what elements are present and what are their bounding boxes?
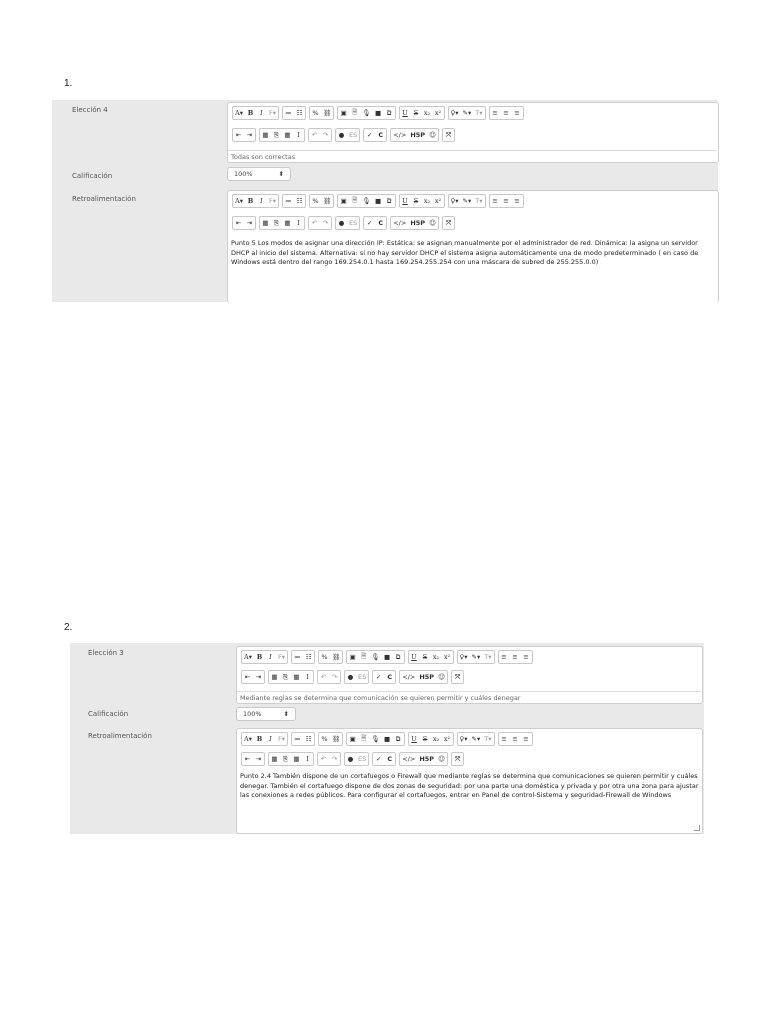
emoji-icon[interactable]: ☺ [438,755,445,763]
media-icon[interactable]: 🗎 [361,733,367,742]
underline-button[interactable]: U [411,735,417,743]
c-icon[interactable]: C [387,673,393,681]
align-center-icon[interactable]: ≡ [503,109,509,117]
microphone-icon[interactable]: 🎙 [371,735,380,743]
emoji-icon[interactable]: ☺ [429,131,436,139]
media-icon[interactable]: 🗎 [361,651,367,660]
screenreader-icon[interactable]: ES [358,755,367,763]
link-icon[interactable]: % [312,109,319,117]
html-icon[interactable]: </> [393,131,407,139]
html-icon[interactable]: </> [402,755,416,763]
microphone-icon[interactable]: 🎙 [362,197,371,205]
link-icon[interactable]: % [321,735,328,743]
subscript-button[interactable]: x₂ [432,735,440,743]
equation-icon[interactable]: ▦ [271,755,278,763]
indent-icon[interactable]: ⇥ [246,219,253,227]
image-icon[interactable]: ▣ [340,109,347,117]
unlink-icon[interactable]: ⛓ [322,109,332,117]
html-icon[interactable]: </> [402,673,416,681]
redo-icon[interactable]: ↷ [322,219,329,227]
equation-icon[interactable]: ▦ [262,131,269,139]
spellcheck-icon[interactable]: ✓ [367,219,373,227]
align-right-icon[interactable]: ≡ [523,653,529,661]
unlink-icon[interactable]: ⛓ [331,735,341,743]
files-icon[interactable]: ⧉ [386,196,392,205]
h5p-icon[interactable]: H5P [410,219,426,227]
grade-label: Calificación [88,710,129,718]
align-right-icon[interactable]: ≡ [514,197,520,205]
italic-button[interactable]: I [269,653,272,661]
microphone-icon[interactable]: 🎙 [362,109,371,117]
subscript-button[interactable]: x₂ [432,653,440,661]
image-icon[interactable]: ▣ [349,735,356,743]
redo-icon[interactable]: ↷ [331,755,338,763]
screenreader-icon[interactable]: ES [358,673,367,681]
emoji-icon[interactable]: ☺ [438,673,445,681]
chevron-down-icon: ⬍ [278,170,284,178]
table-icon[interactable]: ▦ [293,755,300,763]
h5p-icon[interactable]: H5P [410,131,426,139]
bold-button[interactable]: B [256,653,263,661]
underline-button[interactable]: U [402,197,408,205]
question-panel [70,643,704,834]
paragraph-styles-button[interactable]: F▾ [268,109,276,117]
question-number: 2. [64,622,73,633]
answer-text[interactable]: Mediante reglas se determina que comunicación se quieren permitir y cuáles denegar [237,691,701,702]
character-map-icon[interactable]: ⎘ [282,754,289,763]
grade-label: Calificación [72,172,113,180]
link-icon[interactable]: % [321,653,328,661]
indent-icon[interactable]: ⇥ [246,131,253,139]
fullscreen-icon[interactable]: ⤧ [454,672,461,681]
feedback-editor[interactable] [227,190,719,303]
screenreader-icon[interactable]: ES [349,131,358,139]
outdent-icon[interactable]: ⇤ [235,219,242,227]
outdent-icon[interactable]: ⇤ [244,755,251,763]
bullet-list-icon[interactable]: ≔ [294,735,301,743]
highlight-icon[interactable]: ♀▾ [459,653,468,661]
numbered-list-icon[interactable]: ☷ [296,109,303,117]
video-icon[interactable]: ■ [383,653,391,661]
bold-button[interactable]: B [256,735,263,743]
font-color-icon[interactable]: ✎▾ [471,653,481,661]
strikethrough-button[interactable]: S [413,197,419,205]
font-size-button[interactable]: A▾ [244,653,252,661]
chevron-down-icon: ⬍ [283,710,289,718]
indent-icon[interactable]: ⇥ [255,673,262,681]
italic-button[interactable]: I [269,735,272,743]
outdent-icon[interactable]: ⇤ [244,673,251,681]
bullet-list-icon[interactable]: ≔ [285,109,292,117]
text-style-icon[interactable]: T▾ [484,653,492,661]
character-map-icon[interactable]: ⎘ [273,218,280,227]
strikethrough-button[interactable]: S [422,735,428,743]
grade-value: 100% [243,710,262,718]
align-right-icon[interactable]: ≡ [523,735,529,743]
undo-icon[interactable]: ↶ [311,219,318,227]
feedback-editor[interactable] [236,728,703,834]
accessibility-icon[interactable]: ● [338,219,345,227]
video-icon[interactable]: ■ [383,735,391,743]
highlight-icon[interactable]: ♀▾ [450,197,459,205]
text-style-icon[interactable]: T▾ [484,735,492,743]
paragraph-styles-button[interactable]: F▾ [277,653,285,661]
font-color-icon[interactable]: ✎▾ [462,109,472,117]
paragraph-styles-button[interactable]: F▾ [277,735,285,743]
subscript-button[interactable]: x₂ [423,109,431,117]
fullscreen-icon[interactable]: ⤧ [445,130,452,139]
text-style-icon[interactable]: T▾ [475,109,483,117]
media-icon[interactable]: 🗎 [352,107,358,116]
c-icon[interactable]: C [378,131,384,139]
superscript-button[interactable]: x² [443,735,451,743]
undo-icon[interactable]: ↶ [320,673,327,681]
numbered-list-icon[interactable]: ☷ [305,735,312,743]
feedback-label: Retroalimentación [72,195,136,203]
feedback-text[interactable]: Punto 5 Los modos de asignar una dirección IP: Estática: se asignan manualmente por el administrador de red. Dinámica: la asigna un servidor DHCP al inicio del sistema. Alternativa: si no hay servidor DHCP el sistema asigna automáticamente una de modo predeterminado ( en caso de Windows está dentro del rango 169.254.0.1 hasta 169.254.255.254 con una máscara de subred de 255.255.0.0) [231,239,699,266]
html-icon[interactable]: </> [393,219,407,227]
underline-button[interactable]: U [402,109,408,117]
italic-button[interactable]: I [260,197,263,205]
question-number: 1. [64,78,73,89]
bold-button[interactable]: B [247,197,254,205]
spellcheck-icon[interactable]: ✓ [376,755,382,763]
text-style-icon[interactable]: T▾ [475,197,483,205]
accessibility-icon[interactable]: ● [347,755,354,763]
paragraph-styles-button[interactable]: F▾ [268,197,276,205]
files-icon[interactable]: ⧉ [386,108,392,117]
outdent-icon[interactable]: ⇤ [235,131,242,139]
spellcheck-icon[interactable]: ✓ [376,673,382,681]
undo-icon[interactable]: ↶ [320,755,327,763]
c-icon[interactable]: C [387,755,393,763]
align-center-icon[interactable]: ≡ [512,735,518,743]
underline-button[interactable]: U [411,653,417,661]
character-map-icon[interactable]: ⎘ [282,672,289,681]
resize-handle[interactable] [694,825,700,831]
feedback-label: Retroalimentación [88,732,152,740]
align-right-icon[interactable]: ≡ [514,109,520,117]
redo-icon[interactable]: ↷ [322,131,329,139]
h5p-icon[interactable]: H5P [419,755,435,763]
unlink-icon[interactable]: ⛓ [322,197,332,205]
clear-formatting-icon[interactable]: I [297,131,300,139]
highlight-icon[interactable]: ♀▾ [459,735,468,743]
numbered-list-icon[interactable]: ☷ [296,197,303,205]
files-icon[interactable]: ⧉ [395,734,401,743]
table-icon[interactable]: ▦ [293,673,300,681]
screenreader-icon[interactable]: ES [349,219,358,227]
numbered-list-icon[interactable]: ☷ [305,653,312,661]
clear-formatting-icon[interactable]: I [297,219,300,227]
c-icon[interactable]: C [378,219,384,227]
equation-icon[interactable]: ▦ [262,219,269,227]
accessibility-icon[interactable]: ● [338,131,345,139]
equation-icon[interactable]: ▦ [271,673,278,681]
align-center-icon[interactable]: ≡ [503,197,509,205]
microphone-icon[interactable]: 🎙 [371,653,380,661]
strikethrough-button[interactable]: S [422,653,428,661]
character-map-icon[interactable]: ⎘ [273,130,280,139]
undo-icon[interactable]: ↶ [311,131,318,139]
h5p-icon[interactable]: H5P [419,673,435,681]
choice-label: Elección 3 [88,649,124,657]
media-icon[interactable]: 🗎 [352,195,358,204]
font-color-icon[interactable]: ✎▾ [471,735,481,743]
font-size-button[interactable]: A▾ [235,197,243,205]
align-left-icon[interactable]: ≡ [492,109,498,117]
clear-formatting-icon[interactable]: I [306,673,309,681]
fullscreen-icon[interactable]: ⤧ [445,218,452,227]
grade-select[interactable] [227,167,291,181]
video-icon[interactable]: ■ [374,109,382,117]
indent-icon[interactable]: ⇥ [255,755,262,763]
answer-text[interactable]: Todas son correctas [228,150,717,161]
spellcheck-icon[interactable]: ✓ [367,131,373,139]
font-color-icon[interactable]: ✎▾ [462,197,472,205]
image-icon[interactable]: ▣ [349,653,356,661]
answer-editor[interactable] [227,102,719,163]
superscript-button[interactable]: x² [434,109,442,117]
font-size-button[interactable]: A▾ [235,109,243,117]
video-icon[interactable]: ■ [374,197,382,205]
align-left-icon[interactable]: ≡ [501,735,507,743]
font-size-button[interactable]: A▾ [244,735,252,743]
answer-editor[interactable] [236,646,703,704]
superscript-button[interactable]: x² [434,197,442,205]
highlight-icon[interactable]: ♀▾ [450,109,459,117]
subscript-button[interactable]: x₂ [423,197,431,205]
image-icon[interactable]: ▣ [340,197,347,205]
question-panel [52,100,718,302]
bullet-list-icon[interactable]: ≔ [285,197,292,205]
bold-button[interactable]: B [247,109,254,117]
superscript-button[interactable]: x² [443,653,451,661]
unlink-icon[interactable]: ⛓ [331,653,341,661]
align-center-icon[interactable]: ≡ [512,653,518,661]
emoji-icon[interactable]: ☺ [429,219,436,227]
strikethrough-button[interactable]: S [413,109,419,117]
choice-label: Elección 4 [72,106,108,114]
grade-value: 100% [234,170,253,178]
link-icon[interactable]: % [312,197,319,205]
accessibility-icon[interactable]: ● [347,673,354,681]
align-left-icon[interactable]: ≡ [492,197,498,205]
redo-icon[interactable]: ↷ [331,673,338,681]
grade-select[interactable] [236,707,296,721]
italic-button[interactable]: I [260,109,263,117]
clear-formatting-icon[interactable]: I [306,755,309,763]
align-left-icon[interactable]: ≡ [501,653,507,661]
table-icon[interactable]: ▦ [284,131,291,139]
table-icon[interactable]: ▦ [284,219,291,227]
feedback-text[interactable]: Punto 2.4 También dispone de un cortafuegos o Firewall que mediante reglas se determina que comunicaciones se quieren permitir y cuáles denegar. También el cortafuego dispone de dos zonas de seguridad: por una parte una doméstica y privada y por otra una zona para ajustar las conexiones a redes públicos. Para configurar el cortafuegos, entrar en Panel de control-Sistema y seguridad-Firewall de Windows [240,772,699,799]
bullet-list-icon[interactable]: ≔ [294,653,301,661]
fullscreen-icon[interactable]: ⤧ [454,754,461,763]
files-icon[interactable]: ⧉ [395,652,401,661]
